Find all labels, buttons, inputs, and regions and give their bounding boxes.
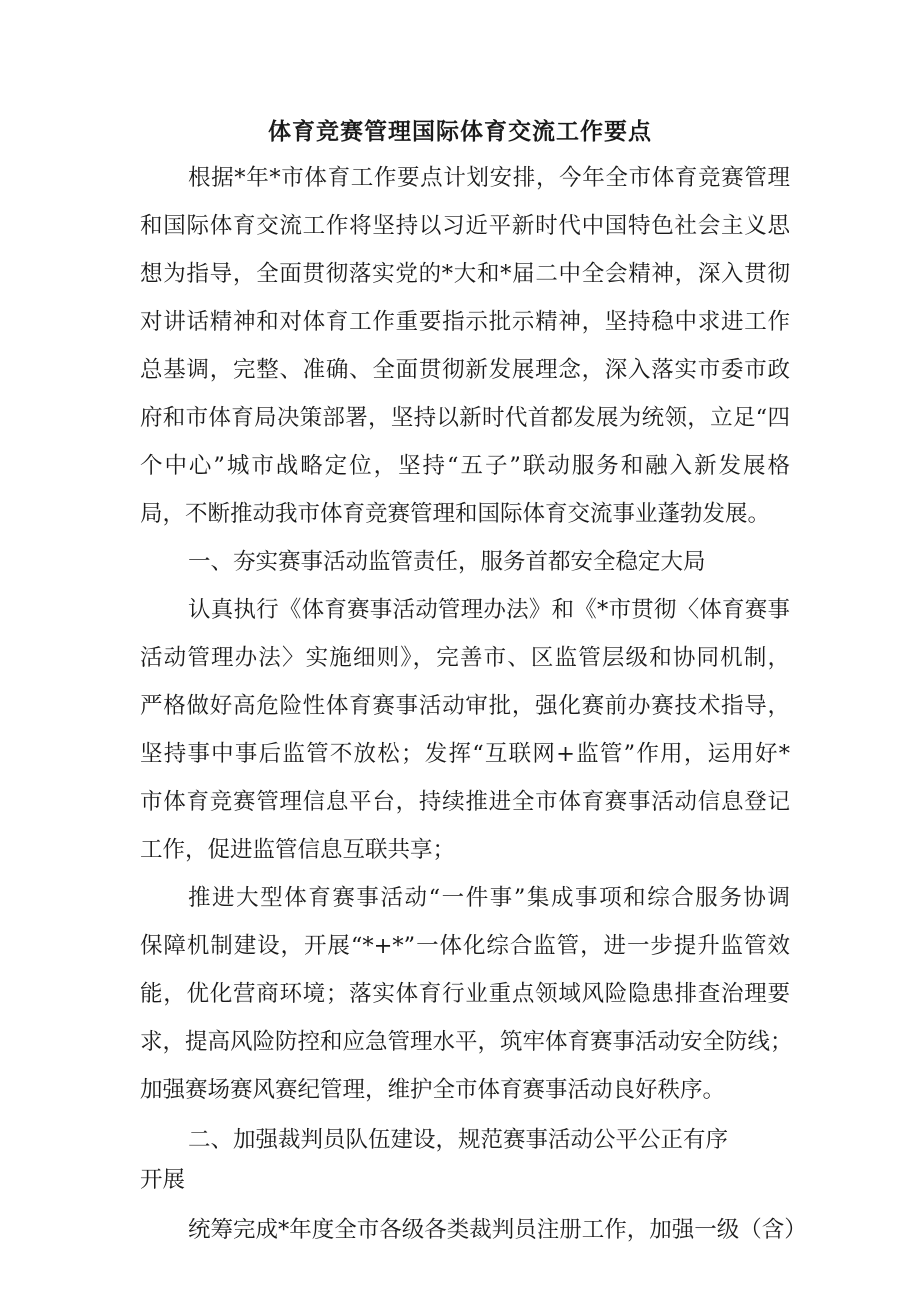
paragraph-line: 工作，促进监管信息互联共享； bbox=[140, 837, 456, 863]
paragraph-line: 推进大型体育赛事活动“一件事”集成事项和综合服务协调 bbox=[188, 885, 790, 911]
paragraph-line: 保障机制建设，开展“*+*”一体化综合监管，进一步提升监管效 bbox=[140, 933, 790, 959]
paragraph-line: 认真执行《体育赛事活动管理办法》和《*市贯彻〈体育赛事 bbox=[188, 597, 790, 623]
paragraph-line: 能，优化营商环境；落实体育行业重点领域风险隐患排查治理要 bbox=[140, 981, 790, 1007]
paragraph-line: 市体育竞赛管理信息平台，持续推进全市体育赛事活动信息登记 bbox=[140, 789, 790, 815]
paragraph-line: 求，提高风险防控和应急管理水平，筑牢体育赛事活动安全防线； bbox=[140, 1029, 793, 1055]
section-heading: 一、夯实赛事活动监管责任，服务首都安全稳定大局 bbox=[188, 549, 706, 575]
section-heading: 二、加强裁判员队伍建设，规范赛事活动公平公正有序 bbox=[188, 1127, 729, 1153]
paragraph-line: 个中心”城市战略定位，坚持“五子”联动服务和融入新发展格 bbox=[140, 453, 790, 479]
section-heading-continuation: 开展 bbox=[140, 1167, 186, 1193]
paragraph-line: 加强赛场赛风赛纪管理，维护全市体育赛事活动良好秩序。 bbox=[140, 1077, 726, 1103]
paragraph-line: 活动管理办法〉实施细则》，完善市、区监管层级和协同机制， bbox=[140, 645, 790, 671]
paragraph-line: 坚持事中事后监管不放松；发挥“互联网+监管”作用，运用好* bbox=[140, 741, 790, 767]
paragraph-line: 总基调，完整、准确、全面贯彻新发展理念，深入落实市委市政 bbox=[140, 357, 790, 383]
paragraph-line: 统筹完成*年度全市各级各类裁判员注册工作，加强一级（含） bbox=[188, 1217, 807, 1243]
paragraph-line: 严格做好高危险性体育赛事活动审批，强化赛前办赛技术指导， bbox=[140, 693, 790, 719]
paragraph-line: 想为指导，全面贯彻落实党的*大和*届二中全会精神，深入贯彻 bbox=[140, 261, 790, 287]
paragraph-line: 和国际体育交流工作将坚持以习近平新时代中国特色社会主义思 bbox=[140, 213, 790, 239]
paragraph-line: 根据*年*市体育工作要点计划安排，今年全市体育竞赛管理 bbox=[188, 165, 790, 191]
paragraph-line: 府和市体育局决策部署，坚持以新时代首都发展为统领，立足“四 bbox=[140, 405, 790, 431]
paragraph-line: 对讲话精神和对体育工作重要指示批示精神，坚持稳中求进工作 bbox=[140, 309, 790, 335]
document-title: 体育竞赛管理国际体育交流工作要点 bbox=[268, 118, 652, 145]
paragraph-line: 局，不断推动我市体育竞赛管理和国际体育交流事业蓬勃发展。 bbox=[140, 501, 771, 527]
